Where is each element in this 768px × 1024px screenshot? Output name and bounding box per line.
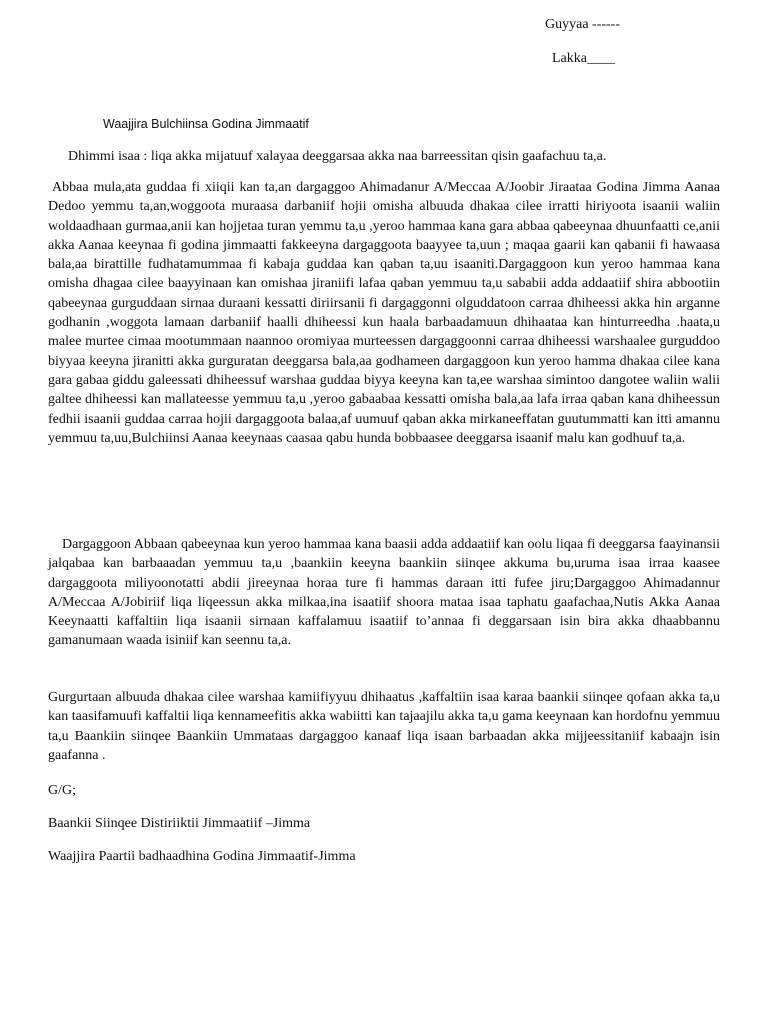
cc-recipient-2: Waajjira Paartii badhaadhina Godina Jimmaatif-Jimma [48, 849, 356, 864]
subject-line [68, 148, 606, 166]
body-paragraph-2: Dargaggoon Abbaan qabeeynaa kun yeroo hammaa kana baasii adda addaatiif kan oolu liqaa fi deeggarsa faayinansii jalqabaa kan barbaaadan yemmuu ta,u ,baankiin keeyna baankiin siinqee akkuma bu,uruma isaa irraa kaasee dargaggoota miliyoonotatti abdii jireeynaa horaa ture fi hammas daraan itti fufee jiru;Dargaggoo Ahimadannur A/Meccaa A/Jobiriif liqa liqeessun akka milkaa,ina isaatiif shoora mataa isaa taphatu gaafachaa,Nutis Akka Aanaa Keeynaatti kaffaltiin liqa isaanii sirnaan kaffalamuu isaatiif to’annaa fi deggarsaan isin bira akka dhaabbannu gamanumaan waada isiniif kan seennu ta,a. [48, 537, 720, 649]
subject-text: liqa akka mijatuuf xalayaa deeggarsaa akka naa barreessitan qisin gaafachuu ta,a. [147, 149, 607, 164]
cc-recipient-1: Baankii Siinqee Distiriiktii Jimmaatiif –Jimma [48, 816, 311, 831]
closing-signoff: G/G; [48, 783, 76, 798]
body-paragraph-1: Abbaa mula,ata guddaa fi xiiqii kan ta,an dargaggoo Ahimadanur A/Meccaa A/Joobir Jiraataa Godina Jimma Aanaa Dedoo yemmu ta,an,woggoota muraasa darbaniif hojii omisha albuuda dhakaa cilee irratti hiriyoota isaanii waliin woldaadhaan gurmaa,anii kan hojjetaa turan yemmu ta,u ,yeroo hammaa kana gara abbaa qabeeynaa dhuunfaatti ce,anii akka Aanaa keeynaa fi godina jimmaatti fakkeeyna dargaggoota baayyee ta,uun ; maqaa gaarii kan qabanii fi hawaasa bala,aa birattille fudhatamummaa fi kabaja guddaa kan qaban ta,uu isaaniti.Dargaggoon kun yeroo hammaa kana omisha dhagaa cilee baayyinaan kan omishaa jiraniifi lafaa qaban yemmuu ta,u sababii adda addaatiif shira abbootiin qabeeynaa gurguddaan sirnaa duraani kessatti diriirsanii fi dargaggonni olguddatoon carraa dhiheessi akka hin arganne godhanin ,woggota lamaan darbaniif haalli dhiheessi kun haala barbaadamuun dhihaataa kan hinturreedha .haata,u malee murtee cimaa mootummaan naannoo oromiyaa murteessen dargaggoonni carraa dhiheessi warshaalee gurguddoo biyyaa keeyna jiranitti akka gurguratan deeggarsa bala,aa godhameen dargaggoon kun yeroo hamma dhakaa cilee kana gara gabaa giddu galeessati dhiheessuf warshaa guddaa biyya keeyna kan ta,ee warshaa simintoo dangotee waliin walii galtee dhiheessi kan mallateesse yemmuu ta,u ,yeroo gabaabaa kessatti omisha bala,aa lafa irraa qaban kana dhiheessun fedhii isaanii guddaa carraa hojii dargaggoota balaa,af uumuuf qaban akka mirkaneeffatan guutummatti kan itti amannu yemmuu ta,uu,Bulchiinsi Aanaa keeynaas caasaa qabu hunda bobbaasee deeggarsa isaanif malu kan godhuuf ta,a. [48, 180, 720, 446]
subject-label: Dhimmi isaa : [68, 149, 148, 164]
date-line: Lakka____ [552, 51, 615, 66]
addressee: Waajjira Bulchiinsa Godina Jimmaatif [103, 117, 309, 131]
reference-number-line: Guyyaa ------ [545, 17, 621, 32]
body-paragraph-3: Gurgurtaan albuuda dhakaa cilee warshaa kamiifiyyuu dhihaatus ,kaffaltiin isaa karaa baankii siinqee qofaan akka ta,u kan taasifamuufi kaffaltii liqa kennameefitis akka wabiitti kan tajaajilu akka ta,u gama keeynaan kan hordofnu yemmuu ta,u Baankiin siinqee Baankiin Ummataas dargaggoo kanaaf liqa isaan barbaadan akka mijjeessitaniif kabaajn isin gaafanna . [48, 690, 720, 763]
